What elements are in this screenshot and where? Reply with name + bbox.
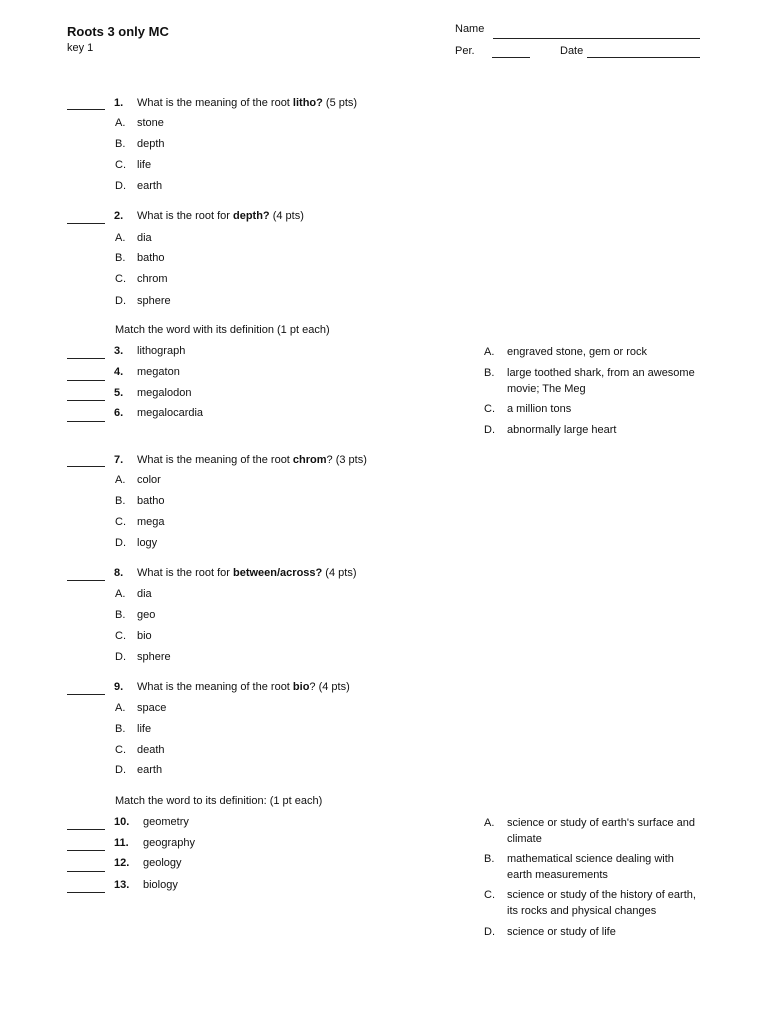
answer-blank-1[interactable] <box>67 109 105 110</box>
question-root: between/across? <box>232 567 323 579</box>
question-points: (4 pts) <box>322 567 357 579</box>
name-label: Name <box>455 23 485 35</box>
option-a: A. dia <box>115 588 152 600</box>
answer-blank-4[interactable] <box>67 380 105 381</box>
question-number: 9. <box>114 681 124 693</box>
answer-blank-8[interactable] <box>67 580 105 581</box>
definition-c: C. a million tons <box>484 403 572 415</box>
answer-blank-12[interactable] <box>67 871 105 872</box>
question-8 <box>114 567 356 579</box>
answer-blank-13[interactable] <box>67 892 105 893</box>
option-d: D. earth <box>115 764 163 776</box>
option-d: D. sphere <box>115 651 171 663</box>
answer-blank-7[interactable] <box>67 466 105 467</box>
definition-a: A. engraved stone, gem or rock <box>484 346 648 358</box>
definition-a: A. science or study of earth's surface and climate <box>484 817 695 845</box>
option-a: A. stone <box>115 117 164 129</box>
date-label: Date <box>560 45 584 57</box>
question-root: depth? <box>232 210 270 222</box>
answer-blank-3[interactable] <box>67 358 105 359</box>
definition-b: B. large toothed shark, from an awesome movie; The Meg <box>484 367 695 395</box>
question-text: What is the meaning of the root <box>137 97 293 109</box>
match-item-3: 3. lithograph <box>114 345 186 357</box>
option-b: B. geo <box>115 609 156 621</box>
match-item-10: 10. geometry <box>114 816 189 828</box>
option-a: A. color <box>115 474 161 486</box>
period-label: Per. <box>455 45 475 57</box>
definition-d: D. abnormally large heart <box>484 424 617 436</box>
answer-blank-2[interactable] <box>67 223 105 224</box>
definition-c: C. science or study of the history of earth, its rocks and physical changes <box>484 889 696 917</box>
question-number: 1. <box>114 97 124 109</box>
answer-blank-6[interactable] <box>67 421 105 422</box>
question-root: litho? <box>292 97 323 109</box>
answer-key-label: key 1 <box>67 42 94 54</box>
answer-blank-11[interactable] <box>67 850 105 851</box>
option-a: A. dia <box>115 232 152 244</box>
match-item-11: 11. geography <box>114 837 195 849</box>
option-c: C. death <box>115 744 165 756</box>
question-points: ? (3 pts) <box>326 454 367 466</box>
question-number: 8. <box>114 567 124 579</box>
option-c: C. mega <box>115 516 165 528</box>
match-item-4: 4. megaton <box>114 366 180 378</box>
definition-d: D. science or study of life <box>484 926 616 938</box>
answer-blank-9[interactable] <box>67 694 105 695</box>
answer-blank-5[interactable] <box>67 400 105 401</box>
question-text: What is the meaning of the root <box>137 681 293 693</box>
match-item-13: 13. biology <box>114 879 178 891</box>
option-b: B. depth <box>115 138 165 150</box>
name-blank[interactable] <box>493 38 700 39</box>
answer-blank-10[interactable] <box>67 829 105 830</box>
period-blank[interactable] <box>492 57 530 58</box>
option-c: C. life <box>115 159 152 171</box>
question-7 <box>114 454 367 466</box>
question-1 <box>114 97 357 109</box>
definition-b: B. mathematical science dealing with earth measurements <box>484 853 674 881</box>
question-2 <box>114 210 304 222</box>
question-number: 7. <box>114 454 124 466</box>
question-points: (5 pts) <box>322 97 358 109</box>
option-b: B. batho <box>115 252 165 264</box>
question-points: ? (4 pts) <box>309 681 350 693</box>
question-9 <box>114 681 350 693</box>
option-b: B. batho <box>115 495 165 507</box>
option-b: B. life <box>115 723 152 735</box>
question-root: chrom <box>292 454 327 466</box>
option-c: C. bio <box>115 630 152 642</box>
option-d: D. sphere <box>115 295 171 307</box>
question-text: What is the meaning of the root <box>137 454 293 466</box>
match-item-5: 5. megalodon <box>114 387 192 399</box>
match-instruction-1: Match the word with its definition (1 pt each) <box>115 324 330 336</box>
option-d: D. logy <box>115 537 158 549</box>
question-points: (4 pts) <box>269 210 304 222</box>
question-number: 2. <box>114 210 124 222</box>
option-c: C. chrom <box>115 273 168 285</box>
question-text: What is the root for <box>137 210 233 222</box>
match-instruction-2: Match the word to its definition: (1 pt each) <box>115 795 323 807</box>
match-item-6: 6. megalocardia <box>114 407 204 419</box>
option-d: D. earth <box>115 180 163 192</box>
date-blank[interactable] <box>587 57 700 58</box>
question-text: What is the root for <box>137 567 233 579</box>
option-a: A. space <box>115 702 167 714</box>
match-item-12: 12. geology <box>114 857 182 869</box>
question-root: bio <box>292 681 310 693</box>
worksheet-title: Roots 3 only MC <box>67 24 169 39</box>
